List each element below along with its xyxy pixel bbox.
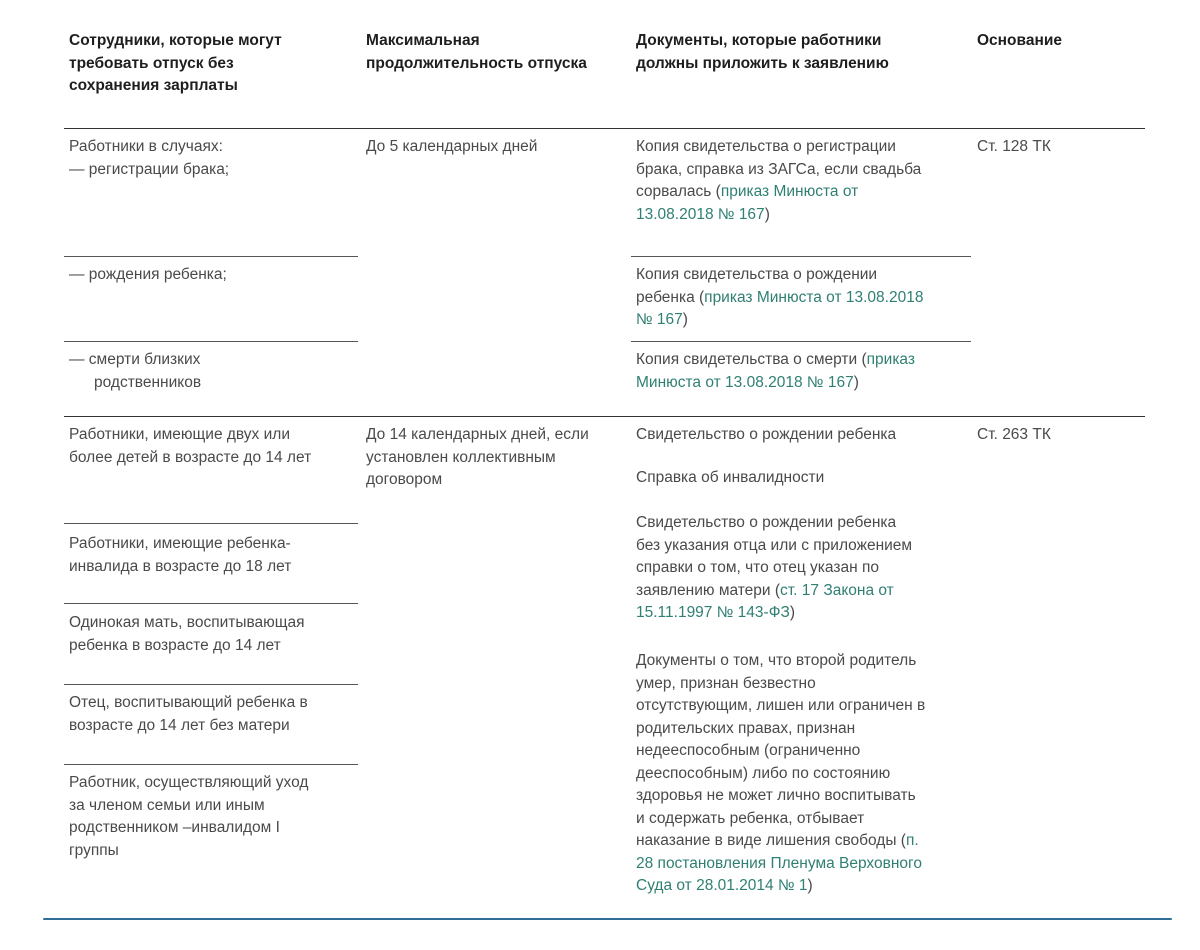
row-divider — [64, 684, 358, 685]
block2-disabled-child — [69, 533, 359, 578]
doc-line — [636, 372, 971, 395]
legal-link[interactable]: 15.11.1997 № 143-ФЗ — [636, 604, 790, 621]
block2-single-mother — [69, 612, 359, 657]
doc-line: дееспособным) либо по состоянию — [636, 764, 891, 782]
duration-line: установлен коллективным — [366, 448, 556, 466]
doc-line: и содержать ребенка, отбывает — [636, 809, 865, 827]
doc-text: ) — [682, 311, 688, 328]
header-duration-line: Максимальная — [366, 32, 480, 49]
doc-text: заявлению матери ( — [636, 581, 781, 599]
doc-line: недееспособным (ограниченно — [636, 742, 861, 759]
doc-line: Копия свидетельства о рождении — [636, 266, 878, 283]
employee-line: Одинокая мать, воспитывающая — [69, 614, 305, 631]
header-employees-line: сохранения зарплаты — [69, 77, 238, 94]
employee-line: возрасте до 14 лет без матери — [69, 716, 290, 734]
header-documents-line: Документы, которые работники — [636, 32, 882, 49]
header-employees — [69, 30, 359, 98]
block1-employees-death — [69, 349, 359, 394]
duration-line: До 14 календарных дней, если — [366, 426, 589, 443]
block1-docs-marriage — [636, 136, 971, 226]
row-divider — [64, 764, 358, 765]
employee-line: инвалида в возрасте до 18 лет — [69, 557, 292, 575]
doc-text: сорвалась ( — [636, 183, 721, 200]
row-divider — [631, 341, 971, 342]
employee-line: родственником –инвалидом I — [69, 819, 280, 836]
header-employees-line: требовать отпуск без — [69, 54, 234, 72]
table-bottom-border — [43, 918, 1172, 920]
block2-basis: Ст. 263 ТК — [977, 426, 1051, 443]
employee-line: Работники, имеющие двух или — [69, 426, 290, 443]
death-line: — смерти близких — [69, 351, 201, 368]
block2-docs-birth-cert: Свидетельство о рождении ребенка — [636, 426, 897, 443]
header-employees-line: Сотрудники, которые могут — [69, 32, 282, 49]
block2-docs-no-father — [636, 512, 971, 625]
header-divider — [64, 128, 1145, 129]
block2-duration — [366, 424, 626, 492]
block1-employees-birth: — рождения ребенка; — [69, 266, 227, 283]
legal-link[interactable]: 13.08.2018 № 167 — [636, 205, 765, 223]
doc-line: Свидетельство о рождении ребенка — [636, 514, 897, 531]
employee-line: Отец, воспитывающий ребенка в — [69, 694, 308, 711]
block-divider — [64, 416, 1145, 417]
doc-text: ) — [764, 205, 770, 223]
block1-marriage: — регистрации брака; — [69, 160, 230, 178]
header-documents — [636, 30, 956, 75]
doc-line — [636, 602, 971, 625]
block1-duration: До 5 календарных дней — [366, 138, 538, 155]
legal-link[interactable]: приказ Минюста от — [720, 183, 859, 200]
doc-line — [636, 309, 971, 332]
legal-link[interactable]: ст. 17 Закона от — [780, 581, 894, 599]
block1-employees-marriage — [69, 136, 359, 181]
doc-line — [636, 181, 971, 204]
doc-line — [636, 830, 976, 853]
doc-line: отсутствующим, лишен или ограничен в — [636, 697, 926, 714]
doc-line — [636, 204, 971, 227]
doc-line — [636, 287, 971, 310]
doc-text: ) — [853, 373, 859, 391]
header-basis — [977, 30, 1137, 53]
doc-line: Документы о том, что второй родитель — [636, 652, 917, 669]
doc-line — [636, 349, 971, 372]
row-divider — [64, 603, 358, 604]
employee-line: за членом семьи или иным — [69, 796, 265, 814]
doc-line: родительских правах, признан — [636, 719, 856, 737]
death-line: родственников — [94, 373, 202, 391]
employee-line: группы — [69, 841, 119, 859]
legal-link[interactable]: 28 постановления Пленума Верховного — [636, 854, 922, 872]
legal-link[interactable]: Минюста от 13.08.2018 № 167 — [636, 373, 854, 391]
block1-docs-death — [636, 349, 971, 394]
header-basis-line: Основание — [977, 32, 1062, 49]
employee-line: ребенка в возрасте до 14 лет — [69, 636, 281, 654]
block2-caregiver — [69, 772, 359, 862]
block2-docs-disability: Справка об инвалидности — [636, 469, 825, 486]
block1-docs-birth — [636, 264, 971, 332]
header-documents-line: должны приложить к заявлению — [636, 54, 889, 72]
doc-text: ) — [807, 877, 813, 894]
row-divider — [64, 523, 358, 524]
employee-line: Работники, имеющие ребенка- — [69, 535, 291, 552]
doc-line: умер, признан безвестно — [636, 674, 816, 692]
row-divider — [64, 256, 358, 257]
doc-line: брака, справка из ЗАГСа, если свадьба — [636, 160, 922, 178]
row-divider — [64, 341, 358, 342]
doc-line: справки о том, что отец указан по — [636, 559, 879, 576]
doc-text: наказание в виде лишения свободы ( — [636, 832, 906, 849]
doc-line: здоровья не может лично воспитывать — [636, 787, 916, 804]
row-divider — [631, 256, 971, 257]
doc-line — [636, 875, 976, 898]
header-duration — [366, 30, 626, 75]
block1-basis: Ст. 128 ТК — [977, 138, 1051, 155]
legal-link[interactable]: приказ Минюста от 13.08.2018 — [704, 288, 924, 306]
doc-text: ребенка ( — [636, 288, 705, 306]
doc-line — [636, 580, 971, 603]
block2-father — [69, 692, 359, 737]
legal-link[interactable]: приказ — [866, 351, 915, 368]
block1-intro: Работники в случаях: — [69, 138, 223, 155]
legal-link[interactable]: № 167 — [636, 311, 683, 328]
block2-two-children — [69, 424, 359, 469]
doc-text: ) — [789, 604, 796, 621]
block2-docs-second-parent — [636, 650, 976, 898]
doc-text: Копия свидетельства о смерти ( — [636, 351, 867, 368]
legal-link[interactable]: п. — [905, 832, 919, 849]
doc-line: Копия свидетельства о регистрации — [636, 138, 896, 155]
employee-line: Работник, осуществляющий уход — [69, 774, 309, 791]
duration-line: договором — [366, 471, 443, 488]
employee-line: более детей в возрасте до 14 лет — [69, 448, 312, 466]
doc-line: без указания отца или с приложением — [636, 536, 913, 554]
legal-link[interactable]: Суда от 28.01.2014 № 1 — [636, 877, 808, 894]
header-duration-line: продолжительность отпуска — [366, 54, 587, 72]
